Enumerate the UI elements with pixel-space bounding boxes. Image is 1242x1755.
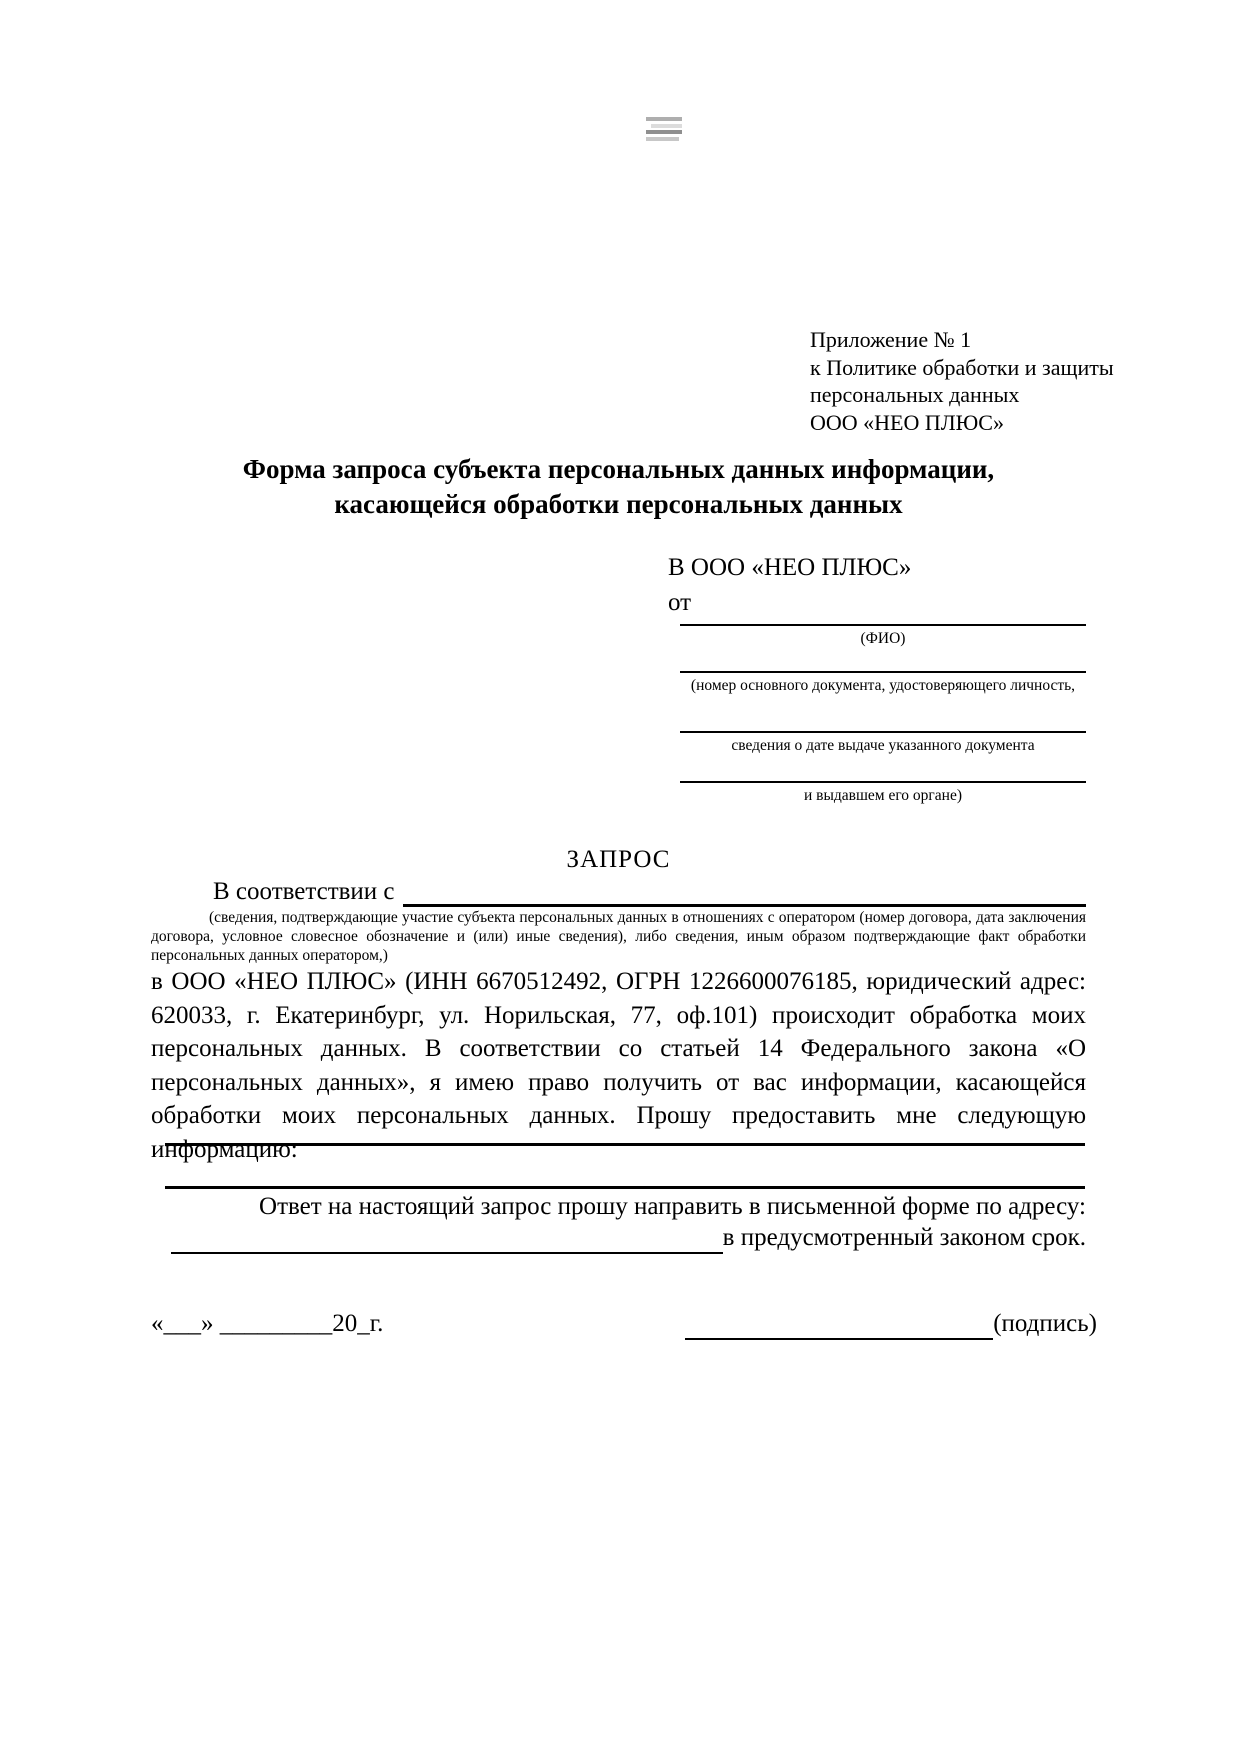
appendix-line-4: ООО «НЕО ПЛЮС» bbox=[810, 409, 1004, 435]
logo-stripe bbox=[651, 124, 682, 128]
logo-stripe bbox=[646, 117, 682, 121]
logo-stripe bbox=[646, 137, 679, 141]
document-number-label: (номер основного документа, удостоверяющего личность, bbox=[690, 677, 1076, 694]
issue-date-label: сведения о дате выдаче указанного документа bbox=[731, 737, 1035, 754]
appendix-line-1: Приложение № 1 bbox=[810, 327, 972, 352]
issue-date-blank-line[interactable] bbox=[680, 731, 1086, 733]
reply-term-line bbox=[151, 1222, 1086, 1254]
fio-blank-line[interactable] bbox=[680, 624, 1086, 626]
appendix-block bbox=[810, 326, 1114, 436]
addressee-block bbox=[668, 550, 911, 620]
signature-row bbox=[151, 1308, 1097, 1340]
document-title-line-1: Форма запроса субъекта персональных данных информации, bbox=[242, 454, 995, 484]
fio-label: (ФИО) bbox=[860, 630, 906, 647]
document-title-line-2: касающейся обработки персональных данных bbox=[334, 489, 903, 519]
appendix-line-2: к Политике обработки и защиты bbox=[810, 354, 1114, 380]
address-blank-line[interactable] bbox=[171, 1224, 723, 1254]
intro-line bbox=[151, 877, 1086, 907]
issuing-authority-blank-line[interactable] bbox=[680, 781, 1086, 783]
logo-stripe bbox=[646, 130, 682, 134]
blurred-logo-image bbox=[646, 117, 682, 141]
appendix-line-3: персональных данных bbox=[810, 382, 1020, 407]
date-blank-field[interactable]: «___» _________20_г. bbox=[151, 1310, 384, 1337]
footnote-text: (сведения, подтверждающие участие субъекта персональных данных в отношениях с оператором (номер договора, дата заключения договора, условное словесное обозначение и (или) иные сведения), либо сведения, иным образом подтверждающие факт обработки персональных данных оператором,) bbox=[151, 909, 1086, 964]
signature-group bbox=[685, 1308, 1097, 1340]
request-heading: ЗАПРОС bbox=[566, 846, 671, 873]
addressee-from-label: от bbox=[668, 589, 692, 616]
issuing-authority-label: и выдавшем его органе) bbox=[803, 787, 963, 804]
document-title bbox=[151, 452, 1086, 522]
signature-blank-line[interactable] bbox=[685, 1310, 993, 1340]
addressee-to: В ООО «НЕО ПЛЮС» bbox=[668, 554, 912, 581]
requested-info-blank-line-1[interactable] bbox=[165, 1143, 1085, 1146]
document-number-blank-line[interactable] bbox=[680, 671, 1086, 673]
intro-blank-line[interactable] bbox=[403, 878, 1086, 907]
reply-term-text: в предусмотренный законом срок. bbox=[722, 1224, 1086, 1251]
body-paragraph: в ООО «НЕО ПЛЮС» (ИНН 6670512492, ОГРН 1226600076185, юридический адрес: 620033, г. Екатеринбург, ул. Норильская, 77, оф.101) происходит обработка моих персональных данных. В соответствии со статьей 14 Федерального закона «О персональных данных», я имею право получить от вас информации, касающейся обработки моих персональных данных. Прошу предоставить мне следующую информацию: bbox=[151, 968, 1086, 1163]
intro-label: В соответствии с bbox=[213, 878, 395, 905]
reply-address-line: Ответ на настоящий запрос прошу направить в письменной форме по адресу: bbox=[259, 1193, 1086, 1220]
requested-info-blank-line-2[interactable] bbox=[165, 1186, 1085, 1189]
signature-label: (подпись) bbox=[993, 1310, 1097, 1337]
